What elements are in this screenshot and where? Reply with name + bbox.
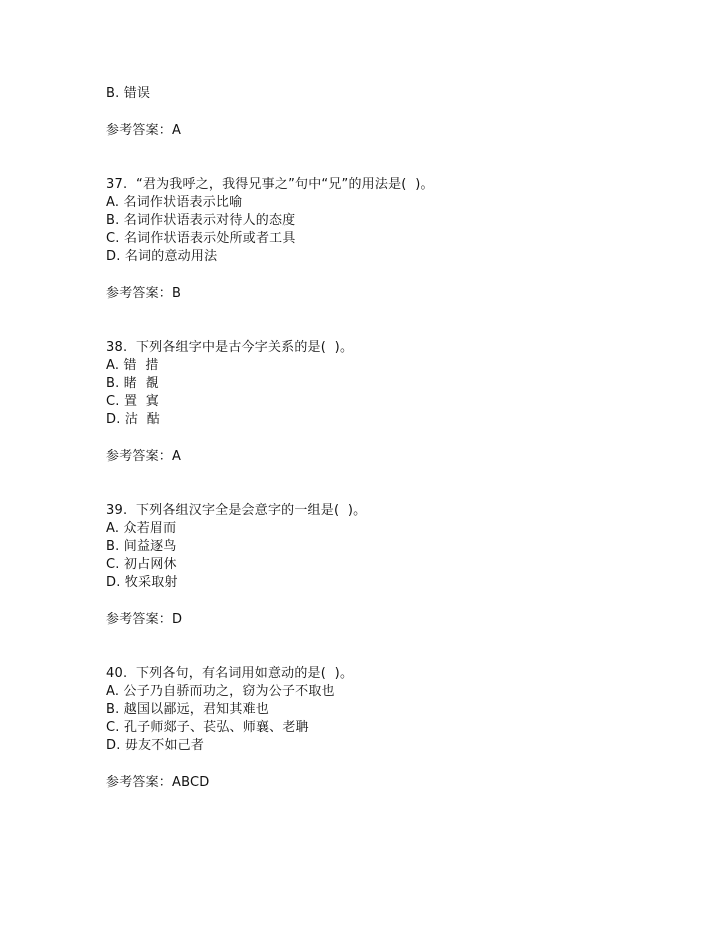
- answer: 参考答案：D: [106, 612, 183, 627]
- option-c: C. 孔子师郯子、苌弘、师襄、老聃: [106, 720, 309, 735]
- prev-option-b: B. 错误: [106, 86, 151, 101]
- option-b: B. 名词作状语表示对待人的态度: [106, 213, 296, 228]
- question-stem: 38. 下列各组字中是古今字关系的是( )。: [106, 340, 354, 355]
- option-a: A. 错 措: [106, 358, 159, 373]
- option-d: D. 牧采取射: [106, 575, 178, 590]
- option-b: B. 睹 覩: [106, 376, 159, 391]
- option-d: D. 名词的意动用法: [106, 249, 218, 264]
- option-a: A. 公子乃自骄而功之，窃为公子不取也: [106, 684, 335, 699]
- option-d: D. 毋友不如己者: [106, 738, 205, 753]
- answer: 参考答案：B: [106, 286, 182, 301]
- question-stem: 37. “君为我呼之，我得兄事之”句中“兄”的用法是( )。: [106, 177, 434, 192]
- option-b: B. 间益逐鸟: [106, 539, 177, 554]
- question-stem: 40. 下列各句，有名词用如意动的是( )。: [106, 666, 354, 681]
- option-c: C. 置 寘: [106, 394, 160, 409]
- answer: 参考答案：ABCD: [106, 775, 210, 790]
- option-b: B. 越国以鄙远，君知其难也: [106, 702, 269, 717]
- question-stem: 39. 下列各组汉字全是会意字的一组是( )。: [106, 503, 367, 518]
- option-a: A. 名词作状语表示比喻: [106, 195, 243, 210]
- option-c: C. 名词作状语表示处所或者工具: [106, 231, 296, 246]
- option-a: A. 众若眉而: [106, 521, 177, 536]
- option-d: D. 沽 酤: [106, 412, 160, 427]
- prev-answer: 参考答案：A: [106, 123, 182, 138]
- option-c: C. 初占网休: [106, 557, 177, 572]
- answer: 参考答案：A: [106, 449, 182, 464]
